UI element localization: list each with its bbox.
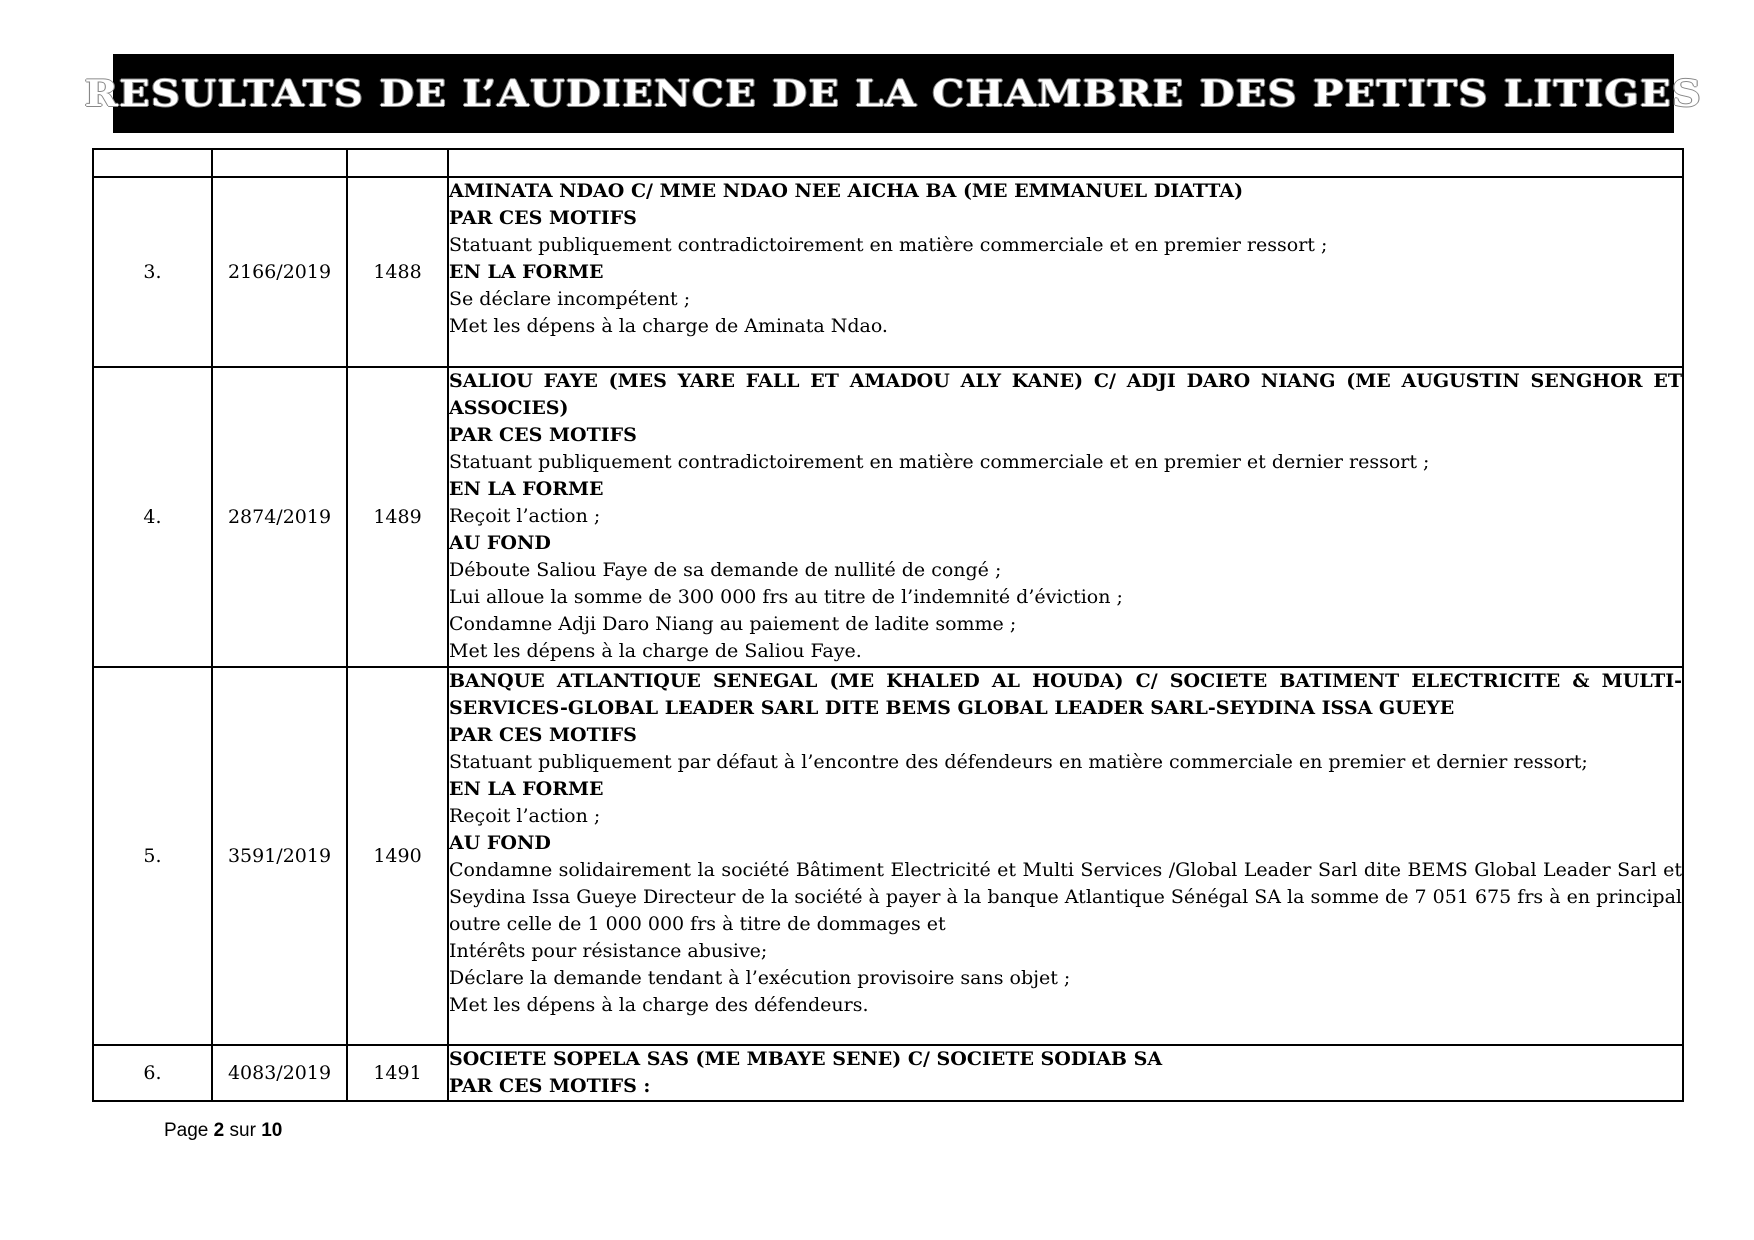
case-number: 6. [93, 1045, 212, 1101]
header-cell [212, 149, 347, 177]
case-parties: SOCIETE SOPELA SAS (ME MBAYE SENE) C/ SOCIETE SODIAB SA [449, 1048, 1163, 1070]
decision-section-heading: AU FOND [449, 832, 551, 854]
case-decision [448, 177, 1683, 367]
decision-line: Met les dépens à la charge de Aminata Ndao. [449, 315, 888, 337]
footer-page-number: 2 [213, 1120, 225, 1141]
decision-section-heading: PAR CES MOTIFS : [449, 1075, 651, 1097]
table-row [93, 1045, 1683, 1101]
decision-line: Reçoit l’action ; [449, 805, 601, 827]
page-footer [164, 1120, 282, 1142]
case-rg-number: 3591/2019 [212, 667, 347, 1045]
decision-line: Lui alloue la somme de 300 000 frs au titre de l’indemnité d’éviction ; [449, 586, 1123, 608]
decision-line: Déboute Saliou Faye de sa demande de nullité de congé ; [449, 559, 1002, 581]
results-table [92, 148, 1684, 1102]
header-cell [347, 149, 448, 177]
case-repertoire-number: 1490 [347, 667, 448, 1045]
header-cell [93, 149, 212, 177]
case-rg-number: 2166/2019 [212, 177, 347, 367]
decision-line: Statuant publiquement contradictoirement en matière commerciale et en premier ressort ; [449, 234, 1328, 256]
decision-line: Intérêts pour résistance abusive; [449, 940, 768, 962]
case-number: 3. [93, 177, 212, 367]
title-banner [84, 54, 1703, 133]
table-header-row [93, 149, 1683, 177]
decision-line: Déclare la demande tendant à l’exécution provisoire sans objet ; [449, 967, 1071, 989]
footer-page-total: 10 [261, 1120, 283, 1141]
table-row [93, 177, 1683, 367]
case-rg-number: 4083/2019 [212, 1045, 347, 1101]
case-repertoire-number: 1489 [347, 367, 448, 667]
case-decision [448, 367, 1683, 667]
decision-line: Reçoit l’action ; [449, 505, 601, 527]
case-number: 5. [93, 667, 212, 1045]
case-repertoire-number: 1488 [347, 177, 448, 367]
decision-line: Statuant publiquement par défaut à l’encontre des défendeurs en matière commerciale en premier et dernier ressort; [449, 751, 1588, 773]
case-parties: AMINATA NDAO C/ MME NDAO NEE AICHA BA (ME EMMANUEL DIATTA) [449, 180, 1244, 202]
case-decision [448, 667, 1683, 1045]
decision-line: Condamne Adji Daro Niang au paiement de ladite somme ; [449, 613, 1017, 635]
table-row [93, 667, 1683, 1045]
case-number: 4. [93, 367, 212, 667]
footer-middle: sur [229, 1120, 256, 1141]
decision-section-heading: PAR CES MOTIFS [449, 724, 637, 746]
decision-section-heading: PAR CES MOTIFS [449, 207, 637, 229]
decision-line: Met les dépens à la charge des défendeurs. [449, 994, 869, 1016]
decision-section-heading: AU FOND [449, 532, 551, 554]
decision-line: Met les dépens à la charge de Saliou Faye. [449, 640, 862, 662]
decision-section-heading: PAR CES MOTIFS [449, 424, 637, 446]
decision-section-heading: EN LA FORME [449, 478, 604, 500]
case-rg-number: 2874/2019 [212, 367, 347, 667]
header-cell [448, 149, 1683, 177]
decision-line: Condamne solidairement la société Bâtiment Electricité et Multi Services /Global Leader Sarl dite BEMS Global Leader Sarl et Seydina Issa Gueye Directeur de la société à payer à la banque Atlantique Sénégal SA la somme de 7 051 675 frs à en principal outre celle de 1 000 000 frs à titre de dommages et [449, 859, 1682, 935]
case-parties: BANQUE ATLANTIQUE SENEGAL (ME KHALED AL HOUDA) C/ SOCIETE BATIMENT ELECTRICITE & MULTI-SERVICES-GLOBAL LEADER SARL DITE BEMS GLOBAL LEADER SARL-SEYDINA ISSA GUEYE [449, 670, 1682, 719]
page-title: RESULTATS DE L’AUDIENCE DE LA CHAMBRE DES PETITS LITIGES [84, 72, 1703, 115]
decision-section-heading: EN LA FORME [449, 261, 604, 283]
footer-prefix: Page [164, 1120, 209, 1141]
decision-section-heading: EN LA FORME [449, 778, 604, 800]
decision-line: Se déclare incompétent ; [449, 288, 691, 310]
case-decision [448, 1045, 1683, 1101]
case-parties: SALIOU FAYE (MES YARE FALL ET AMADOU ALY KANE) C/ ADJI DARO NIANG (ME AUGUSTIN SENGHOR ET ASSOCIES) [449, 370, 1682, 419]
case-repertoire-number: 1491 [347, 1045, 448, 1101]
table-row [93, 367, 1683, 667]
decision-line: Statuant publiquement contradictoirement en matière commerciale et en premier et dernier ressort ; [449, 451, 1430, 473]
